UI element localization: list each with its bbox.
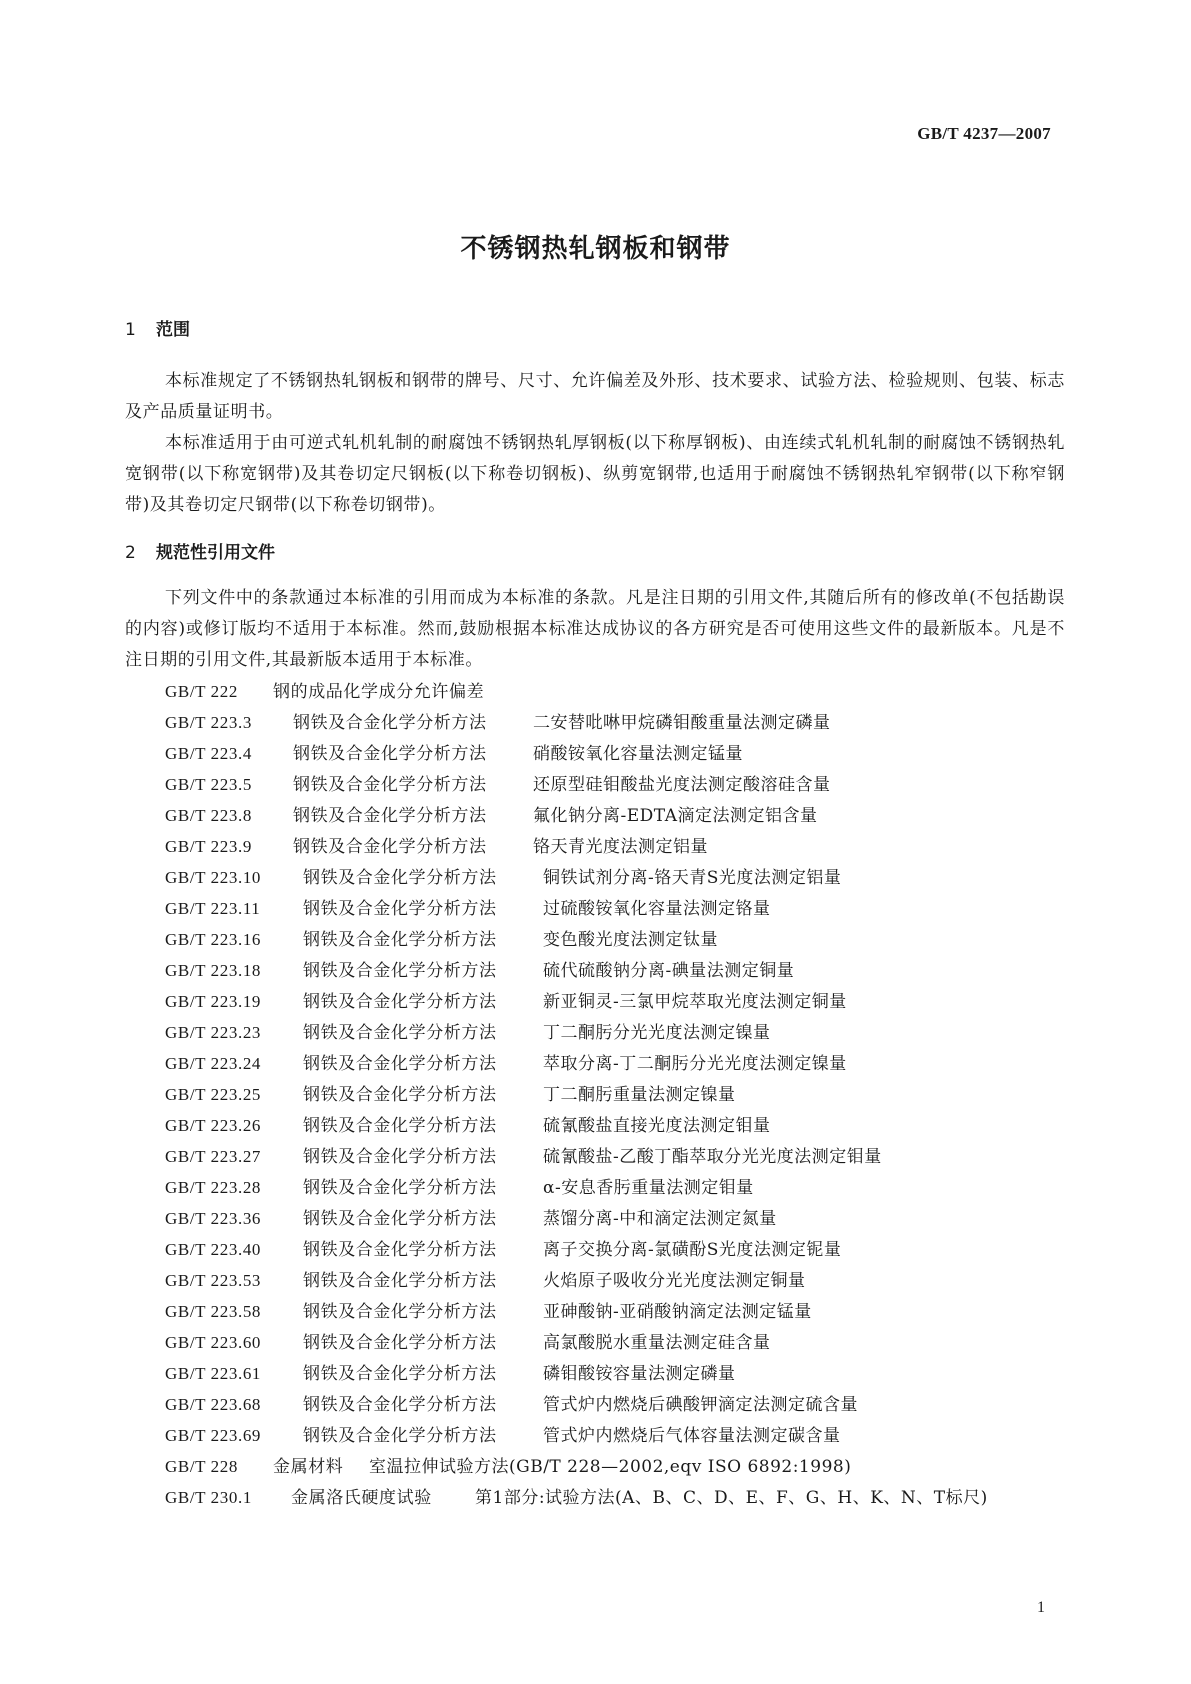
reference-topic: 钢铁及合金化学分析方法 — [303, 1240, 497, 1260]
reference-method: 磷钼酸铵容量法测定磷量 — [543, 1364, 736, 1384]
reference-topic: 钢铁及合金化学分析方法 — [303, 992, 497, 1012]
standard-number: GB/T 4237—2007 — [917, 124, 1051, 143]
reference-topic: 钢铁及合金化学分析方法 — [303, 930, 497, 950]
reference-code: GB/T 223.4 — [165, 744, 252, 763]
reference-topic: 钢铁及合金化学分析方法 — [303, 868, 497, 888]
reference-item — [165, 1389, 1065, 1420]
reference-topic: 钢铁及合金化学分析方法 — [293, 806, 487, 826]
reference-code: GB/T 223.5 — [165, 775, 252, 794]
reference-item — [165, 1141, 1065, 1172]
reference-topic: 钢铁及合金化学分析方法 — [303, 1209, 497, 1229]
reference-topic: 钢铁及合金化学分析方法 — [303, 899, 497, 919]
reference-topic: 钢铁及合金化学分析方法 — [303, 1426, 497, 1446]
reference-method: 第1部分:试验方法(A、B、C、D、E、F、G、H、K、N、T标尺) — [475, 1488, 988, 1508]
reference-item — [165, 1017, 1065, 1048]
reference-item — [165, 1110, 1065, 1141]
reference-method: 铬天青光度法测定铝量 — [533, 837, 708, 857]
reference-item — [165, 862, 1065, 893]
reference-code: GB/T 223.16 — [165, 930, 262, 949]
reference-item — [165, 769, 1065, 800]
section-1-paragraph: 本标准规定了不锈钢热轧钢板和钢带的牌号、尺寸、允许偏差及外形、技术要求、试验方法、检验规则、包装、标志及产品质量证明书。 — [125, 371, 1065, 422]
reference-method: 过硫酸铵氧化容量法测定铬量 — [543, 899, 771, 919]
reference-item — [165, 707, 1065, 738]
reference-item — [165, 738, 1065, 769]
reference-code: GB/T 223.19 — [165, 992, 262, 1011]
section-1-number: 1 — [125, 320, 136, 340]
page-number: 1 — [1037, 1599, 1045, 1616]
reference-code: GB/T 223.23 — [165, 1023, 262, 1042]
reference-method: 管式炉内燃烧后气体容量法测定碳含量 — [543, 1426, 841, 1446]
reference-topic: 钢铁及合金化学分析方法 — [293, 744, 487, 764]
reference-item — [165, 1358, 1065, 1389]
reference-method: 高氯酸脱水重量法测定硅含量 — [543, 1333, 771, 1353]
reference-topic: 金属洛氏硬度试验 — [291, 1488, 432, 1508]
reference-item — [165, 1172, 1065, 1203]
reference-topic: 钢铁及合金化学分析方法 — [303, 1333, 497, 1353]
reference-code: GB/T 223.3 — [165, 713, 252, 732]
reference-item — [165, 1234, 1065, 1265]
reference-item — [165, 1296, 1065, 1327]
document-title: 不锈钢热轧钢板和钢带 — [460, 234, 731, 264]
reference-method: 火焰原子吸收分光光度法测定铜量 — [543, 1271, 806, 1291]
document-body — [125, 318, 1065, 1513]
reference-topic: 钢铁及合金化学分析方法 — [303, 1395, 497, 1415]
reference-method: 硫氰酸盐-乙酸丁酯萃取分光光度法测定钼量 — [543, 1147, 882, 1167]
reference-code: GB/T 230.1 — [165, 1488, 252, 1507]
reference-code: GB/T 223.60 — [165, 1333, 262, 1352]
reference-code: GB/T 223.8 — [165, 806, 252, 825]
reference-method: 还原型硅钼酸盐光度法测定酸溶硅含量 — [533, 775, 831, 795]
reference-method: 变色酸光度法测定钛量 — [543, 930, 718, 950]
reference-method: 室温拉伸试验方法(GB/T 228—2002,eqv ISO 6892:1998) — [369, 1457, 852, 1477]
section-2-title: 规范性引用文件 — [156, 543, 275, 563]
reference-code: GB/T 223.26 — [165, 1116, 262, 1135]
reference-item — [165, 893, 1065, 924]
reference-method: 管式炉内燃烧后碘酸钾滴定法测定硫含量 — [543, 1395, 858, 1415]
reference-method: 丁二酮肟重量法测定镍量 — [543, 1085, 736, 1105]
reference-topic: 钢铁及合金化学分析方法 — [293, 713, 487, 733]
reference-code: GB/T 223.9 — [165, 837, 252, 856]
reference-method: 离子交换分离-氯磺酚S光度法测定铌量 — [543, 1240, 842, 1260]
reference-code: GB/T 223.58 — [165, 1302, 262, 1321]
section-2-heading — [125, 541, 1065, 565]
section-1-title: 范围 — [156, 320, 190, 340]
reference-item — [165, 1048, 1065, 1079]
reference-code: GB/T 223.28 — [165, 1178, 262, 1197]
reference-method: 硝酸铵氧化容量法测定锰量 — [533, 744, 743, 764]
reference-topic: 钢铁及合金化学分析方法 — [303, 1116, 497, 1136]
reference-method: 萃取分离-丁二酮肟分光光度法测定镍量 — [543, 1054, 847, 1074]
reference-code: GB/T 223.53 — [165, 1271, 262, 1290]
reference-item — [165, 1451, 1065, 1482]
reference-code: GB/T 223.25 — [165, 1085, 262, 1104]
reference-method: 硫氰酸盐直接光度法测定钼量 — [543, 1116, 771, 1136]
reference-method: 铜铁试剂分离-铬天青S光度法测定铝量 — [543, 868, 842, 888]
reference-method: α-安息香肟重量法测定钼量 — [543, 1178, 754, 1198]
reference-code: GB/T 223.36 — [165, 1209, 262, 1228]
reference-code: GB/T 223.40 — [165, 1240, 262, 1259]
reference-item — [165, 1265, 1065, 1296]
reference-code: GB/T 222 — [165, 682, 238, 701]
reference-item — [165, 986, 1065, 1017]
reference-item — [165, 676, 1065, 707]
reference-item — [165, 831, 1065, 862]
reference-topic: 钢铁及合金化学分析方法 — [293, 775, 487, 795]
reference-item — [165, 1079, 1065, 1110]
reference-code: GB/T 223.27 — [165, 1147, 262, 1166]
reference-code: GB/T 223.24 — [165, 1054, 262, 1073]
reference-topic: 钢铁及合金化学分析方法 — [293, 837, 487, 857]
reference-method: 蒸馏分离-中和滴定法测定氮量 — [543, 1209, 777, 1229]
reference-topic: 钢铁及合金化学分析方法 — [303, 1147, 497, 1167]
reference-item — [165, 1203, 1065, 1234]
reference-list — [165, 676, 1065, 1513]
reference-item — [165, 1420, 1065, 1451]
reference-item — [165, 800, 1065, 831]
reference-code: GB/T 223.11 — [165, 899, 261, 918]
section-2-intro: 下列文件中的条款通过本标准的引用而成为本标准的条款。凡是注日期的引用文件,其随后所有的修改单(不包括勘误的内容)或修订版均不适用于本标准。然而,鼓励根据本标准达成协议的各方研究是否可使用这些文件的最新版本。凡是不注日期的引用文件,其最新版本适用于本标准。 — [125, 588, 1065, 670]
reference-code: GB/T 223.69 — [165, 1426, 262, 1445]
reference-code: GB/T 223.18 — [165, 961, 262, 980]
reference-method: 亚砷酸钠-亚硝酸钠滴定法测定锰量 — [543, 1302, 812, 1322]
reference-topic: 钢铁及合金化学分析方法 — [303, 1023, 497, 1043]
reference-topic: 钢铁及合金化学分析方法 — [303, 1271, 497, 1291]
reference-method: 氟化钠分离-EDTA滴定法测定铝含量 — [533, 806, 818, 826]
reference-topic: 钢铁及合金化学分析方法 — [303, 1085, 497, 1105]
reference-method: 新亚铜灵-三氯甲烷萃取光度法测定铜量 — [543, 992, 847, 1012]
reference-topic: 钢铁及合金化学分析方法 — [303, 1302, 497, 1322]
reference-item — [165, 924, 1065, 955]
reference-code: GB/T 223.10 — [165, 868, 262, 887]
reference-item — [165, 955, 1065, 986]
reference-topic: 金属材料 — [273, 1457, 344, 1477]
reference-method: 二安替吡啉甲烷磷钼酸重量法测定磷量 — [533, 713, 831, 733]
reference-item — [165, 1482, 1065, 1513]
section-2-number: 2 — [125, 543, 136, 563]
section-1-paragraph: 本标准适用于由可逆式轧机轧制的耐腐蚀不锈钢热轧厚钢板(以下称厚钢板)、由连续式轧机轧制的耐腐蚀不锈钢热轧宽钢带(以下称宽钢带)及其卷切定尺钢板(以下称卷切钢板)、纵剪宽钢带,也适用于耐腐蚀不锈钢热轧窄钢带(以下称窄钢带)及其卷切定尺钢带(以下称卷切钢带)。 — [125, 433, 1065, 515]
reference-method: 丁二酮肟分光光度法测定镍量 — [543, 1023, 771, 1043]
reference-topic: 钢铁及合金化学分析方法 — [303, 961, 497, 981]
reference-topic: 钢铁及合金化学分析方法 — [303, 1364, 497, 1384]
reference-item — [165, 1327, 1065, 1358]
section-1-heading — [125, 318, 1065, 342]
reference-code: GB/T 223.68 — [165, 1395, 262, 1414]
reference-topic: 钢铁及合金化学分析方法 — [303, 1054, 497, 1074]
reference-code: GB/T 228 — [165, 1457, 238, 1476]
reference-code: GB/T 223.61 — [165, 1364, 262, 1383]
reference-topic: 钢铁及合金化学分析方法 — [303, 1178, 497, 1198]
reference-topic: 钢的成品化学成分允许偏差 — [273, 682, 485, 702]
reference-method: 硫代硫酸钠分离-碘量法测定铜量 — [543, 961, 795, 981]
